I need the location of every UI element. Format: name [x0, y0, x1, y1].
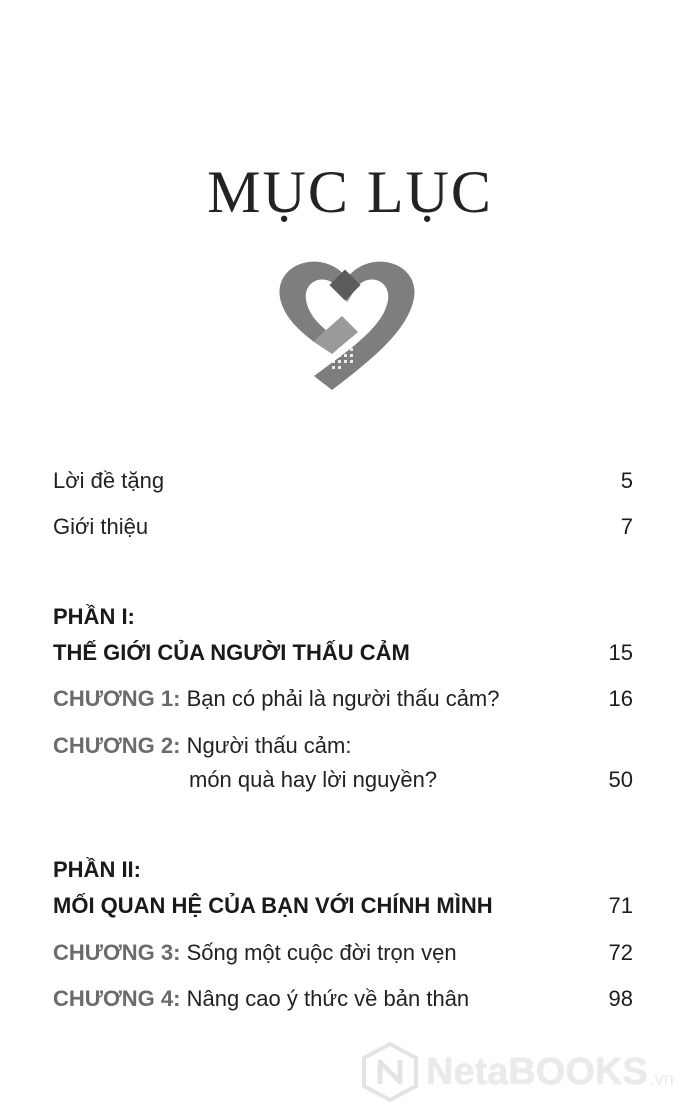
page-number: 15	[608, 640, 633, 665]
entry-label: Giới thiệu	[53, 514, 149, 539]
watermark-brand: NetaBOOKS	[426, 1050, 648, 1093]
toc-entry-intro[interactable]	[53, 514, 633, 540]
chapter-title: Sống một cuộc đời trọn vẹn	[186, 940, 457, 965]
chapter-title: Người thấu cảm:	[186, 733, 352, 758]
toc-entry-chapter-1[interactable]	[53, 686, 633, 712]
watermark-suffix: .vn	[649, 1069, 674, 1089]
toc-entry-dedication[interactable]	[53, 468, 633, 494]
toc-entry-chapter-2-cont[interactable]	[53, 767, 633, 793]
toc-entry-chapter-4[interactable]	[53, 986, 633, 1012]
toc-entry-chapter-2[interactable]	[53, 733, 633, 759]
chapter-label: CHƯƠNG 3:	[53, 940, 181, 965]
heart-logo-icon	[272, 250, 422, 395]
chapter-title: Bạn có phải là người thấu cảm?	[186, 686, 500, 711]
watermark	[362, 1040, 674, 1104]
chapter-label: CHƯƠNG 2:	[53, 733, 181, 758]
chapter-label: CHƯƠNG 1:	[53, 686, 181, 711]
toc-entry-chapter-3[interactable]	[53, 940, 633, 966]
chapter-title: Nâng cao ý thức về bản thân	[186, 986, 470, 1011]
part-label: PHẦN II:	[53, 857, 141, 882]
netabooks-logo-icon	[362, 1042, 418, 1102]
chapter-label: CHƯƠNG 4:	[53, 986, 181, 1011]
page-number: 50	[608, 767, 633, 792]
page-number: 72	[608, 940, 633, 965]
chapter-title-cont: món quà hay lời nguyền?	[189, 767, 438, 792]
page-number: 7	[620, 514, 633, 539]
entry-label: Lời đề tặng	[53, 468, 165, 493]
page-number: 5	[620, 468, 633, 493]
part-title: MỐI QUAN HỆ CỦA BẠN VỚI CHÍNH MÌNH	[53, 893, 493, 918]
page-number: 71	[608, 893, 633, 918]
toc-entry-part-2[interactable]	[53, 893, 633, 919]
page-number: 16	[608, 686, 633, 711]
page-number: 98	[608, 986, 633, 1011]
part-title: THẾ GIỚI CỦA NGƯỜI THẤU CẢM	[53, 640, 410, 665]
page-title: MỤC LỤC	[207, 159, 493, 225]
toc-entry-part-1[interactable]	[53, 640, 633, 666]
part-label: PHẦN I:	[53, 604, 135, 629]
